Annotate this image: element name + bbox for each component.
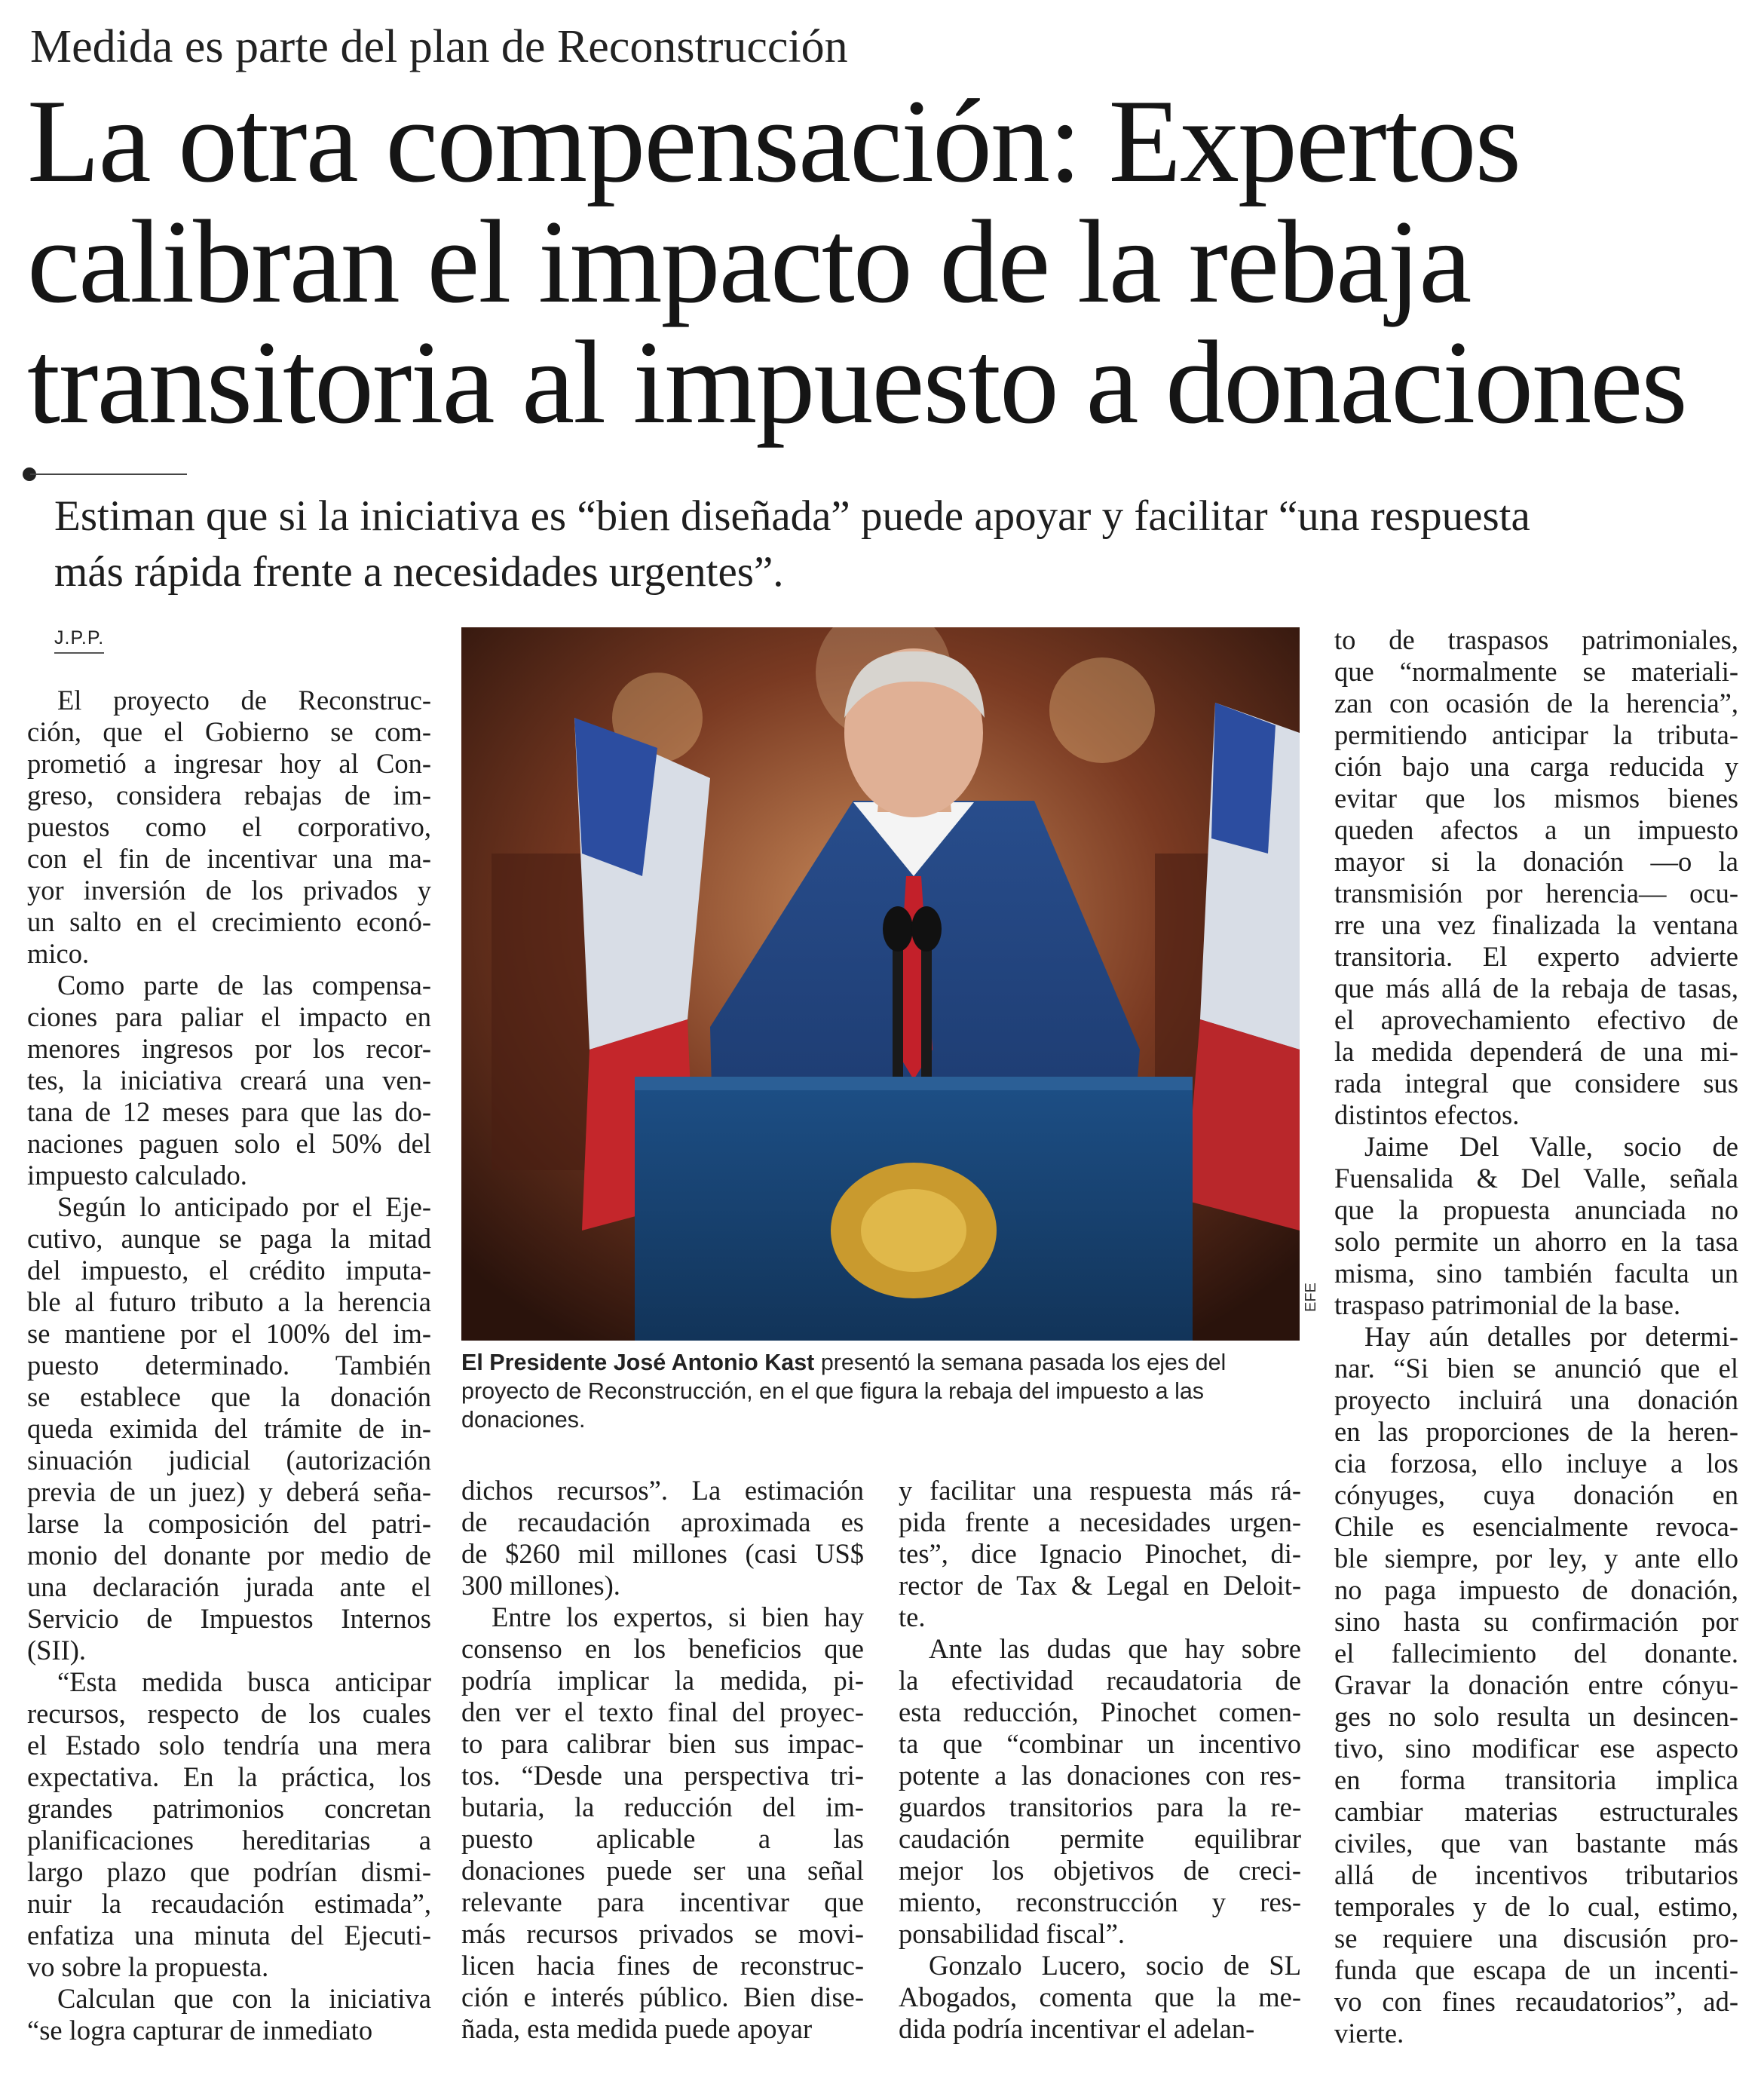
body-text-line: grandes patrimonios concretan [27, 1793, 431, 1824]
body-text-line: to de traspasos patrimoniales, [1334, 624, 1738, 655]
body-text-line: rector de Tax & Legal en Deloit- [899, 1570, 1301, 1601]
caption-line [461, 1348, 1300, 1377]
body-text-line: Entre los expertos, si bien hay [492, 1601, 864, 1632]
body-text-line: 300 millones). [461, 1570, 620, 1601]
body-text-line: queda eximida del trámite de in- [27, 1413, 431, 1444]
body-text-line: Fuensalida & Del Valle, señala [1334, 1163, 1738, 1194]
body-text-line: que “normalmente se materiali- [1334, 656, 1738, 687]
body-text-line: Servicio de Impuestos Internos [27, 1603, 431, 1634]
body-text-line: Chile es esencialmente revoca- [1334, 1511, 1738, 1542]
body-text-line: allá de incentivos tributarios [1334, 1859, 1738, 1890]
body-text-line: ble al futuro tributo a la herencia [27, 1286, 431, 1317]
body-text-line: podría implicar la medida, pi- [461, 1665, 864, 1696]
body-text-line: no paga impuesto de donación, [1334, 1574, 1738, 1605]
body-text-line: vo con fines recaudatorios”, ad- [1334, 1986, 1738, 2017]
body-text-line: cambiar materias estructurales [1334, 1796, 1738, 1827]
headline-line: La otra compensación: Expertos [27, 75, 1521, 207]
body-text-line: Abogados, comenta que la me- [899, 1981, 1301, 2012]
body-text-line: tes”, dice Ignacio Pinochet, di- [899, 1538, 1301, 1569]
body-text-line: nuir la recaudación estimada”, [27, 1888, 431, 1919]
body-text-line: en forma transitoria implica [1334, 1764, 1738, 1795]
body-text-line: “Esta medida busca anticipar [57, 1666, 431, 1697]
body-text-line: naciones paguen solo el 50% del [27, 1128, 431, 1159]
body-text-line: expectativa. En la práctica, los [27, 1761, 431, 1792]
body-text-line: ta que “combinar un incentivo [899, 1728, 1301, 1759]
body-text-line: distintos efectos. [1334, 1099, 1520, 1130]
body-text-line: el fallecimiento del donante. [1334, 1638, 1738, 1669]
body-text-line: cónyuges, cuya donación en [1334, 1479, 1738, 1510]
body-text-line: mejor los objetivos de creci- [899, 1855, 1301, 1886]
body-text-line: greso, considera rebajas de im- [27, 780, 431, 811]
body-text-line: previa de un juez) y deberá seña- [27, 1476, 431, 1507]
body-text-line: recursos, respecto de los cuales [27, 1698, 431, 1729]
body-text-line: tes, la iniciativa creará una ven- [27, 1065, 431, 1096]
headline-line: calibran el impacto de la rebaja [27, 196, 1471, 328]
body-text-line: funda que escapa de un incenti- [1334, 1954, 1738, 1985]
body-text-line: se requiere una discusión pro- [1334, 1923, 1738, 1954]
deck-line: más rápida frente a necesidades urgentes”. [54, 548, 784, 596]
body-text-line: una declaración jurada ante el [27, 1571, 431, 1602]
body-text-line: potente a las donaciones con res- [899, 1760, 1301, 1791]
body-text-line: largo plazo que podrían dismi- [27, 1856, 431, 1887]
body-text-line: guardos transitorios para la re- [899, 1791, 1301, 1822]
body-text-line: y facilitar una respuesta más rá- [899, 1475, 1301, 1506]
body-text-line: monio del donante por medio de [27, 1540, 431, 1571]
body-text-line: sino hasta su confirmación por [1334, 1606, 1738, 1637]
body-text-line: Hay aún detalles por determi- [1364, 1321, 1738, 1352]
body-text-line: puesto aplicable a las [461, 1823, 864, 1854]
body-text-line: la efectividad recaudatoria de [899, 1665, 1301, 1696]
body-text-line: transitoria. El experto advierte [1334, 941, 1738, 972]
body-text-line: se mantiene por el 100% del im- [27, 1318, 431, 1349]
caption-line: donaciones. [461, 1407, 586, 1433]
body-text-line: ción e interés público. Bien dise- [461, 1981, 864, 2012]
body-text-line: larse la composición del patri- [27, 1508, 431, 1539]
body-text-line: un salto en el crecimiento econó- [27, 906, 431, 937]
body-text-line: ponsabilidad fiscal”. [899, 1918, 1125, 1949]
body-text-line: sinuación judicial (autorización [27, 1445, 431, 1476]
body-text-line: Gonzalo Lucero, socio de SL [929, 1950, 1301, 1981]
body-text-line: ción bajo una carga reducida y [1334, 751, 1738, 782]
body-text-line: ñada, esta medida puede apoyar [461, 2013, 813, 2044]
body-text-line: den ver el texto final del proyec- [461, 1696, 864, 1727]
article-kicker: Medida es parte del plan de Reconstrucción [30, 21, 848, 72]
caption-text: presentó la semana pasada los ejes del [814, 1350, 1227, 1375]
caption-bold: El Presidente José Antonio Kast [461, 1350, 815, 1375]
body-text-line: butaria, la reducción del im- [461, 1791, 864, 1822]
byline: J.P.P. [54, 627, 104, 654]
headline-line: transitoria al impuesto a donaciones [27, 317, 1686, 449]
body-text-line: relevante para incentivar que [461, 1886, 864, 1917]
body-text-line: (SII). [27, 1635, 87, 1666]
body-text-line: vo sobre la propuesta. [27, 1951, 269, 1982]
body-text-line: evitar que los mismos bienes [1334, 783, 1738, 814]
body-text-line: planificaciones hereditarias a [27, 1825, 431, 1856]
body-text-line: en las proporciones de la heren- [1334, 1416, 1738, 1447]
body-text-line: impuesto calculado. [27, 1160, 247, 1191]
body-text-line: temporales y de lo cual, estimo, [1334, 1891, 1738, 1922]
body-column-1 [27, 685, 431, 2046]
body-text-line: pida frente a necesidades urgen- [899, 1506, 1301, 1537]
body-text-line: “se logra capturar de inmediato [27, 2015, 373, 2046]
body-text-line: ges no solo resulta un desincen- [1334, 1701, 1738, 1732]
article-deck [54, 489, 1743, 600]
deck-line: Estiman que si la iniciativa es “bien diseñada” puede apoyar y facilitar “una respuesta [54, 492, 1530, 540]
body-text-line: la medida dependerá de una mi- [1334, 1036, 1738, 1067]
body-text-line: de recaudación aproximada es [461, 1506, 864, 1537]
body-text-line: el Estado solo tendría una mera [27, 1730, 431, 1761]
body-text-line: miento, reconstrucción y res- [899, 1886, 1301, 1917]
body-text-line: consenso en los beneficios que [461, 1633, 864, 1664]
body-text-line: zan con ocasión de la herencia”, [1334, 688, 1738, 719]
body-text-line: menores ingresos por los recor- [27, 1033, 431, 1064]
body-text-line: tana de 12 meses para que las do- [27, 1096, 431, 1127]
article-headline [27, 75, 1753, 449]
body-text-line: cia forzosa, ello incluye a los [1334, 1448, 1738, 1479]
body-text-line: dida podría incentivar el adelan- [899, 2013, 1255, 2044]
body-text-line: dichos recursos”. La estimación [461, 1475, 864, 1506]
body-text-line: tos. “Desde una perspectiva tri- [461, 1760, 864, 1791]
body-text-line: ciones para paliar el impacto en [27, 1001, 431, 1032]
body-text-line: misma, sino también faculta un [1334, 1258, 1738, 1289]
body-text-line: rada integral que considere sus [1334, 1068, 1738, 1099]
body-text-line: caudación permite equilibrar [899, 1823, 1301, 1854]
body-text-line: el aprovechamiento efectivo de [1334, 1004, 1738, 1035]
photo-credit: EFE [1303, 1283, 1319, 1312]
body-column-3 [899, 1475, 1301, 2045]
body-column-2 [461, 1475, 864, 2045]
body-text-line: traspaso patrimonial de la base. [1334, 1289, 1681, 1320]
body-text-line: que más allá de la rebaja de tasas, [1334, 973, 1738, 1004]
body-text-line: prometió a ingresar hoy al Con- [27, 748, 431, 779]
body-text-line: te. [899, 1601, 926, 1632]
body-text-line: cutivo, aunque se paga la mitad [27, 1223, 431, 1254]
body-text-line: más recursos privados se movi- [461, 1918, 864, 1949]
body-text-line: de $260 mil millones (casi US$ [461, 1538, 864, 1569]
body-text-line: rre una vez finalizada la ventana [1334, 909, 1738, 940]
news-photo [461, 627, 1300, 1341]
deck-rule [30, 474, 187, 475]
body-column-4 [1334, 624, 1738, 2049]
caption-line: proyecto de Reconstrucción, en el que figura la rebaja del impuesto a las [461, 1378, 1205, 1404]
body-text-line: transmisión por herencia— ocu- [1334, 878, 1738, 909]
body-text-line: puesto determinado. También [27, 1350, 431, 1381]
body-text-line: puestos como el corporativo, [27, 811, 431, 842]
body-text-line: Según lo anticipado por el Eje- [57, 1191, 431, 1222]
body-text-line: Calculan que con la iniciativa [57, 1983, 431, 2014]
body-text-line: licen hacia fines de reconstruc- [461, 1950, 864, 1981]
body-text-line: Ante las dudas que hay sobre [929, 1633, 1301, 1664]
body-text-line: mico. [27, 938, 90, 969]
body-text-line: El proyecto de Reconstruc- [57, 685, 431, 716]
body-text-line: donaciones puede ser una señal [461, 1855, 864, 1886]
body-text-line: tivo, sino modificar ese aspecto [1334, 1733, 1738, 1764]
body-text-line: Como parte de las compensa- [57, 970, 431, 1001]
body-text-line: ble siempre, por ley, y ante ello [1334, 1543, 1738, 1574]
body-text-line: solo permite un ahorro en la tasa [1334, 1226, 1738, 1257]
body-text-line: mayor si la donación —o la [1334, 846, 1738, 877]
body-text-line: enfatiza una minuta del Ejecuti- [27, 1920, 431, 1951]
body-text-line: vierte. [1334, 2018, 1404, 2049]
body-text-line: se establece que la donación [27, 1381, 431, 1412]
body-text-line: queden afectos a un impuesto [1334, 814, 1738, 845]
body-text-line: con el fin de incentivar una ma- [27, 843, 431, 874]
body-text-line: proyecto incluirá una donación [1334, 1384, 1738, 1415]
body-text-line: que la propuesta anunciada no [1334, 1194, 1738, 1225]
body-text-line: yor inversión de los privados y [27, 875, 431, 906]
body-text-line: Gravar la donación entre cónyu- [1334, 1669, 1738, 1700]
body-text-line: nar. “Si bien se anunció que el [1334, 1353, 1738, 1384]
body-text-line: Jaime Del Valle, socio de [1364, 1131, 1738, 1162]
body-text-line: del impuesto, el crédito imputa- [27, 1255, 431, 1286]
body-text-line: esta reducción, Pinochet comen- [899, 1696, 1301, 1727]
body-text-line: civiles, que van bastante más [1334, 1828, 1738, 1859]
photo-caption [461, 1348, 1300, 1434]
body-text-line: permitiendo anticipar la tributa- [1334, 719, 1738, 750]
photo-illustration [461, 627, 1300, 1341]
body-text-line: ción, que el Gobierno se com- [27, 716, 431, 747]
body-text-line: to para calibrar bien sus impac- [461, 1728, 864, 1759]
